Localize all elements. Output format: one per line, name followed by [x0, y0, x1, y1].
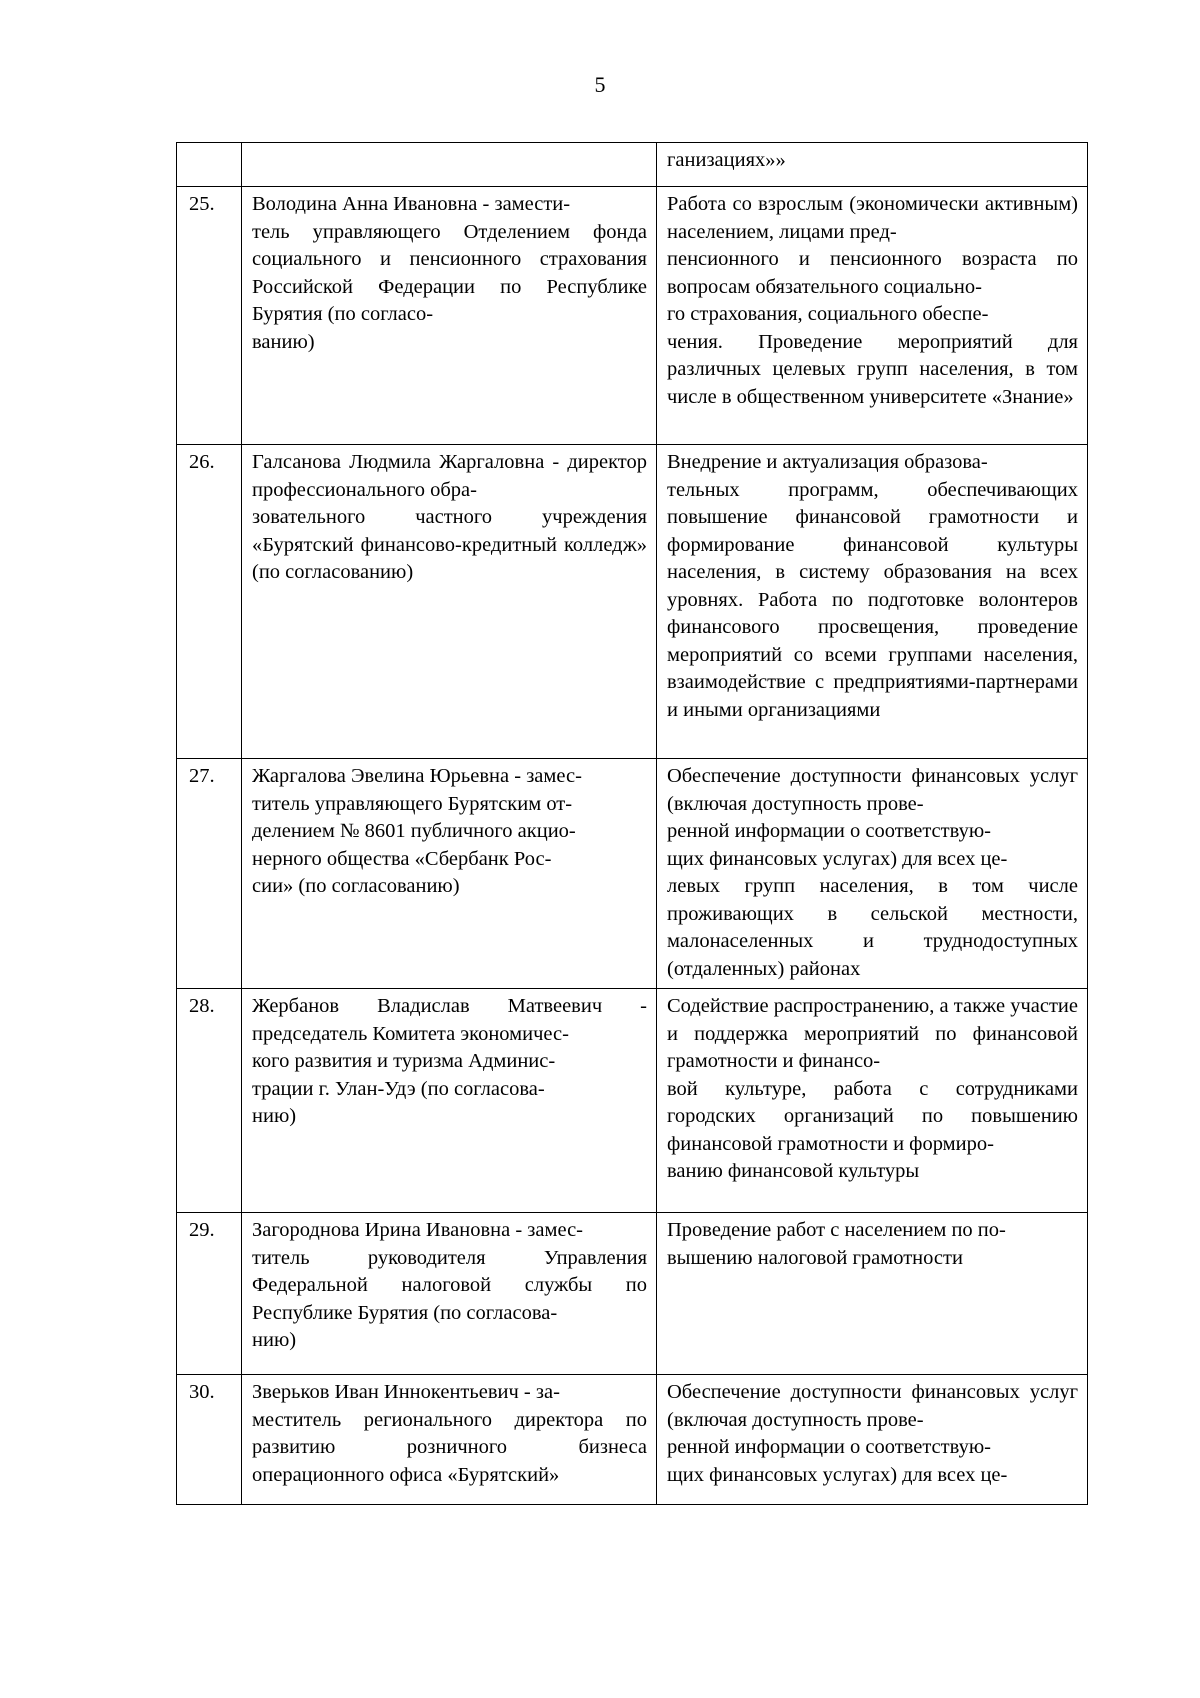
member-name: Жаргалова Эвелина Юрьевна - замес- титель управляющего Бурятским от- делением № 8601 публичного акцио- нерного общества «Сбербанк Рос- сии» (по согласованию) — [242, 759, 657, 989]
row-number: 26. — [177, 445, 242, 759]
member-duties: ганизациях»» — [657, 143, 1088, 187]
row-number: 25. — [177, 187, 242, 445]
table-row — [177, 989, 1088, 1213]
table-row — [177, 143, 1088, 187]
table-row — [177, 1375, 1088, 1505]
members-table — [176, 142, 1088, 1505]
table-row — [177, 445, 1088, 759]
row-number: 29. — [177, 1213, 242, 1375]
member-duties: Содействие распространению, а также участие и поддержка мероприятий по финансовой грамотности и финансо- вой культуре, работа с сотрудниками городских организаций по повышению финансовой грамотности и формиро- ванию финансовой культуры — [657, 989, 1088, 1213]
member-name: Зверьков Иван Иннокентьевич - за- меститель регионального директора по развитию розничного бизнеса операционного офиса «Бурятский» — [242, 1375, 657, 1505]
member-duties: Проведение работ с населением по по- вышению налоговой грамотности — [657, 1213, 1088, 1375]
row-number — [177, 143, 242, 187]
table-row — [177, 1213, 1088, 1375]
table-row — [177, 759, 1088, 989]
member-name — [242, 143, 657, 187]
row-number: 28. — [177, 989, 242, 1213]
member-name: Жербанов Владислав Матвеевич - председатель Комитета экономичес- кого развития и туризма Админис- трации г. Улан-Удэ (по согласова- нию) — [242, 989, 657, 1213]
member-duties: Внедрение и актуализация образова- тельных программ, обеспечивающих повышение финансовой грамотности и формирование финансовой культуры населения, в систему образования на всех уровнях. Работа по подготовке волонтеров финансового просвещения, проведение мероприятий со всеми группами населения, взаимодействие с предприятиями-партнерами и иными организациями — [657, 445, 1088, 759]
row-number: 27. — [177, 759, 242, 989]
page-number: 5 — [594, 72, 606, 97]
member-name: Галсанова Людмила Жаргаловна - директор профессионального обра- зовательного частного учреждения «Бурятский финансово-кредитный колледж» (по согласованию) — [242, 445, 657, 759]
table-row — [177, 187, 1088, 445]
row-number: 30. — [177, 1375, 242, 1505]
member-duties: Работа со взрослым (экономически активным) населением, лицами пред- пенсионного и пенсионного возраста по вопросам обязательного социально- го страхования, социального обеспе- чения. Проведение мероприятий для различных целевых групп населения, в том числе в общественном университете «Знание» — [657, 187, 1088, 445]
member-name: Володина Анна Ивановна - замести- тель управляющего Отделением фонда социального и пенсионного страхования Российской Федерации по Республике Бурятия (по согласо- ванию) — [242, 187, 657, 445]
member-duties: Обеспечение доступности финансовых услуг (включая доступность прове- ренной информации о соответствую- щих финансовых услугах) для всех це- левых групп населения, в том числе проживающих в сельской местности, малонаселенных и труднодоступных (отдаленных) районах — [657, 759, 1088, 989]
member-duties: Обеспечение доступности финансовых услуг (включая доступность прове- ренной информации о соответствую- щих финансовых услугах) для всех це- — [657, 1375, 1088, 1505]
member-name: Загороднова Ирина Ивановна - замес- титель руководителя Управления Федеральной налоговой службы по Республике Бурятия (по согласова- нию) — [242, 1213, 657, 1375]
